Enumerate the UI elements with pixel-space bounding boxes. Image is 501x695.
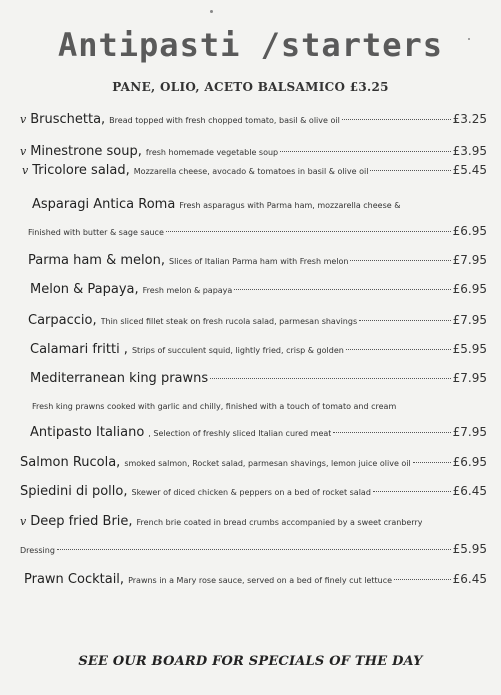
dish-description: Skewer of diced chicken & peppers on a bed of rocket salad xyxy=(131,488,371,497)
dish-name: Carpaccio, xyxy=(28,313,97,328)
dish-name: Calamari fritti , xyxy=(30,342,128,357)
menu-item xyxy=(30,282,487,304)
dish-name: Tricolore salad, xyxy=(32,163,130,178)
paper-speck xyxy=(210,10,213,13)
menu-title: Antipasti /starters xyxy=(57,26,444,64)
menu-item xyxy=(24,572,487,594)
menu-item xyxy=(20,112,487,134)
dish-description: smoked salmon, Rocket salad, parmesan shavings, lemon juice olive oil xyxy=(124,459,411,468)
menu-item-continued xyxy=(20,542,487,564)
dish-price: £3.95 xyxy=(452,144,487,158)
menu-item xyxy=(30,371,487,393)
dish-price: £5.45 xyxy=(452,163,487,177)
dot-leader xyxy=(346,349,451,350)
dish-price: £6.95 xyxy=(452,455,487,469)
dish-price: £5.95 xyxy=(452,342,487,356)
dish-description-continued: Fresh king prawns cooked with garlic and chilly, finished with a touch of tomato and cream xyxy=(32,402,397,411)
dish-name: Deep fried Brie, xyxy=(30,514,133,529)
menu-item xyxy=(32,197,487,219)
dot-leader xyxy=(342,119,451,120)
dot-leader xyxy=(394,579,451,580)
dish-description: Prawns in a Mary rose sauce, served on a bed of finely cut lettuce xyxy=(128,576,393,585)
dish-price: £6.45 xyxy=(452,572,487,586)
dish-name: Spiedini di pollo, xyxy=(20,484,128,499)
dish-price: £7.95 xyxy=(452,371,487,385)
menu-item xyxy=(20,514,487,536)
vegetarian-mark: v xyxy=(20,145,27,158)
menu-item xyxy=(20,455,487,477)
dish-name: Asparagi Antica Roma xyxy=(32,197,176,212)
bread-oil-offer: PANE, OLIO, ACETO BALSAMICO £3.25 xyxy=(112,80,389,94)
dot-leader xyxy=(210,378,450,379)
specials-notice: SEE OUR BOARD FOR SPECIALS OF THE DAY xyxy=(78,654,423,669)
menu-item xyxy=(30,425,487,447)
dish-description: Mozzarella cheese, avocado & tomatoes in basil & olive oil xyxy=(133,167,369,176)
dish-description: Bread topped with fresh chopped tomato, basil & olive oil xyxy=(109,116,340,125)
dish-description: Strips of succulent squid, lightly fried, crisp & golden xyxy=(131,346,344,355)
dot-leader xyxy=(350,260,450,261)
dish-description: French brie coated in bread crumbs accompanied by a sweet cranberry xyxy=(136,518,423,527)
menu-item xyxy=(20,484,487,506)
dot-leader xyxy=(359,320,451,321)
dot-leader xyxy=(234,289,450,290)
menu-item-continued xyxy=(28,224,487,246)
dish-name: Melon & Papaya, xyxy=(30,282,139,297)
dish-price: £6.95 xyxy=(452,224,487,238)
vegetarian-mark: v xyxy=(20,113,27,126)
dish-price: £5.95 xyxy=(452,542,487,556)
dish-description: Slices of Italian Parma ham with Fresh melon xyxy=(168,257,349,266)
dot-leader xyxy=(413,462,451,463)
dish-description: Fresh asparagus with Parma ham, mozzarella cheese & xyxy=(179,201,401,210)
dish-price: £6.45 xyxy=(452,484,487,498)
dot-leader xyxy=(373,491,451,492)
dish-name: Prawn Cocktail, xyxy=(24,572,125,587)
dot-leader xyxy=(57,549,451,550)
dish-price: £3.25 xyxy=(452,112,487,126)
dish-description: Thin sliced fillet steak on fresh rucola salad, parmesan shavings xyxy=(100,317,358,326)
menu-item xyxy=(28,253,487,275)
dish-description: fresh homemade vegetable soup xyxy=(145,148,279,157)
dish-name: Parma ham & melon, xyxy=(28,253,165,268)
dot-leader xyxy=(280,151,451,152)
dish-name: Minestrone soup, xyxy=(30,144,142,159)
dish-name: Antipasto Italiano xyxy=(30,425,145,440)
dish-price: £7.95 xyxy=(452,425,487,439)
dish-name: Salmon Rucola, xyxy=(20,455,121,470)
vegetarian-mark: v xyxy=(20,515,27,528)
menu-item xyxy=(28,313,487,335)
dish-description: , Selection of freshly sliced Italian cured meat xyxy=(148,429,332,438)
dish-price: £6.95 xyxy=(452,282,487,296)
dish-description-continued: Finished with butter & sage sauce xyxy=(28,228,164,237)
dish-description-continued: Dressing xyxy=(20,546,55,555)
dot-leader xyxy=(370,170,450,171)
dish-name: Mediterranean king prawns xyxy=(30,371,209,386)
dish-description: Fresh melon & papaya xyxy=(142,286,233,295)
dish-price: £7.95 xyxy=(452,253,487,267)
dish-price: £7.95 xyxy=(452,313,487,327)
dish-name: Bruschetta, xyxy=(30,112,106,127)
dot-leader xyxy=(166,231,451,232)
dot-leader xyxy=(333,432,450,433)
menu-item xyxy=(22,163,487,185)
menu-item xyxy=(30,342,487,364)
vegetarian-mark: v xyxy=(22,164,29,177)
